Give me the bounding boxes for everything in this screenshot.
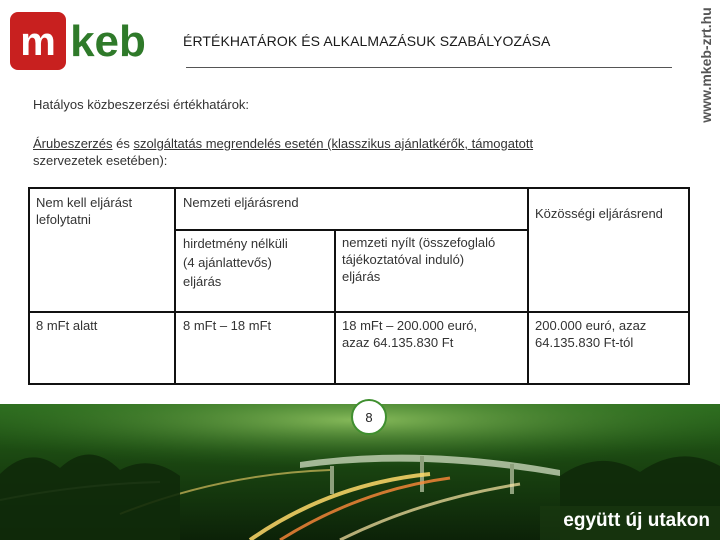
scope-paragraph	[33, 135, 683, 169]
subheader-no-notice-l2: (4 ajánlattevős)	[183, 255, 272, 270]
grid-hline-2	[30, 311, 688, 313]
cell-from-200k-l2: 64.135.830 Ft-tól	[535, 335, 634, 350]
para-rest: esetén (klasszikus ajánlatkérők, támogatott	[284, 136, 534, 151]
cell-18m-200k-l1: 18 mFt – 200.000 euró,	[342, 318, 478, 333]
cell-from-200k	[535, 317, 646, 351]
thresholds-table	[28, 187, 690, 385]
grid-vline-2	[334, 229, 336, 383]
underlined-arubeszerzes: Árubeszerzés	[33, 136, 113, 151]
subheader-no-notice-l1: hirdetmény nélküli	[183, 236, 288, 251]
col-header-no-procedure	[36, 194, 132, 228]
col-header-community: Közösségi eljárásrend	[535, 206, 663, 221]
slogan: együtt új utakon	[563, 510, 710, 531]
logo-mark: m	[20, 20, 56, 64]
col-header-national: Nemzeti eljárásrend	[183, 195, 299, 210]
cell-from-200k-l1: 200.000 euró, azaz	[535, 318, 647, 333]
page-title: ÉRTÉKHATÁROK ÉS ALKALMAZÁSUK SZABÁLYOZÁSA	[183, 33, 551, 49]
page-number: 8	[351, 399, 387, 435]
subheader-national-open-l3: eljárás	[342, 269, 381, 284]
subheader-national-open	[342, 234, 495, 285]
company-logo	[10, 12, 150, 72]
subheader-no-notice-l3: eljárás	[183, 274, 222, 289]
title-divider	[186, 67, 672, 68]
subheader-national-open-l1: nemzeti nyílt (összefoglaló	[342, 235, 496, 250]
intro-text: Hatályos közbeszerzési értékhatárok:	[33, 97, 250, 112]
grid-hline-1	[174, 229, 527, 231]
grid-vline-3	[527, 189, 529, 383]
site-url	[694, 6, 718, 124]
para-connector: és	[112, 136, 134, 151]
site-url-text: www.mkeb-zrt.hu	[698, 7, 714, 123]
underlined-szolgaltatas: szolgáltatás megrendelés	[133, 136, 285, 151]
cell-18m-200k-l2: azaz 64.135.830 Ft	[342, 335, 454, 350]
col-header-no-procedure-line2: lefolytatni	[36, 212, 91, 227]
cell-below-8m: 8 mFt alatt	[36, 318, 98, 333]
cell-8m-18m: 8 mFt – 18 mFt	[183, 318, 272, 333]
col-header-no-procedure-line1: Nem kell eljárást	[36, 195, 133, 210]
subheader-no-notice	[183, 234, 288, 291]
logo-text: keb	[70, 17, 146, 66]
cell-18m-200k	[342, 317, 477, 351]
para-line2: szervezetek esetében):	[33, 153, 168, 168]
subheader-national-open-l2: tájékoztatóval induló)	[342, 252, 465, 267]
grid-vline-1	[174, 189, 176, 383]
